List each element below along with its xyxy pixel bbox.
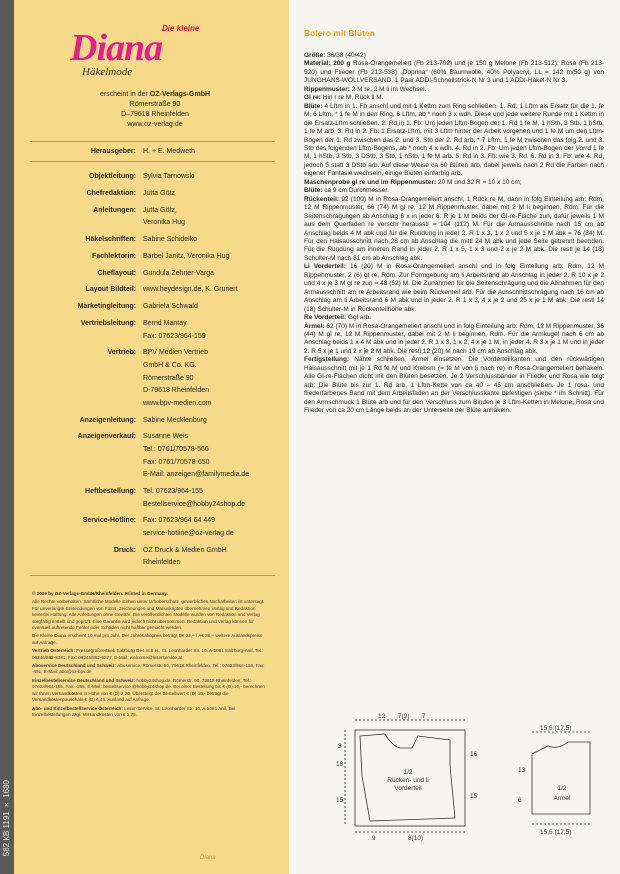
pattern-paragraph xyxy=(304,103,604,179)
diana-logo xyxy=(70,22,220,80)
publisher-city: D–79618 Rheinfelden xyxy=(121,111,189,118)
staff-label: Objektleitung: xyxy=(88,173,136,180)
sleeve-dim: 13 xyxy=(518,767,526,774)
pattern-paragraph-text: Hin r re M, Rück ll M. xyxy=(320,94,384,102)
front-dim: 18 xyxy=(336,761,344,768)
staff-label: Druck: xyxy=(113,546,136,554)
front-dim: 7(9) xyxy=(398,713,410,720)
staff-label: Häkelschriften: xyxy=(85,236,136,243)
pattern-paragraph-text: 4 Lftm in 1. Fb anschl und mit 1 Kettm zum Ring schließen. 1. Rd: 1 Lftm als Ersatz für die 1. fe M, 6 Lftm, * 1 fe M in den Ring, 6 Lftm, ab * noch 3 x wdh. Diese und jede weitere Runde mit 1 Kettm in die Ersatz-Lftm schließen. 2. Rd in 1. Fb: Um jeden Lftm-Bogen der 1. Rd 1 fe M, 1 hStb, 3 Stb, 1 hStb, 1 fe M arb. 3. Rd in 2. Fb: 1 Ersatz-Lftm, mit 3 Lftm hinter der Arbeit vorgehen und 1 fe M um den Lftm-Bogen der 1. Rd zwischen das 2. und 3. Stb der 2. Rd arb, * 7 Lftm, 1 fe M zwischen das folg 2. und 3. Stb des folgenden Lftm-Bogens, ab * noch 4 x wdh. 4. Rd in 2. Fb: Um jeden Lftm-Bogen der Vorrd 1 fe M, 1 hStb, 3 Stb, 3 DStb, 3 Stb, 1 hStb, 1 fe M arb. 5. Rd in 3. Fb: wie 3. Rd. 6. Rd in 3. Fb: wie 4. Rd, jedoch 5 statt 3 DStb arb. Auf diese Weise ca 60 Blüten arb, dabei jeweils nach 2 Rd die Farben nach eigener Fantasie wechseln, einige Blüten einfarbig arb. xyxy=(304,102,604,178)
pattern-paragraph xyxy=(304,94,604,102)
publisher-web: www.oz-verlag.de xyxy=(127,121,183,128)
vertrieb-oe-text: Pressegroßvertrieb Salzburg Ges.m.b.H., St. Leonharder Str. 10, A-5081 Salzburg-Anif, Tel.: 06246/882-5381, Fax: 06246/882-5277, E-Mail: welcome@leserservice.at xyxy=(32,648,264,660)
staff-value: www.bpv-medien.com xyxy=(143,399,212,407)
pattern-paragraph-text: Rosa-Orangemeliert (Fb 213-702) und je 150 g Melone (Fb 213-512), Rosa (Fb 213-520) und Flieder (Fb 213-538) „Doprina" (60% Baumwolle, 40% Polyacryl, LL = 142 m/50 g) von JUNGHANS-WOLLVERSAND. 1 Paar ADDI-Schnellstrick-N Nr 3 und 1 ADDI-Häkel-N Nr 3. xyxy=(304,60,604,85)
side-strip-text: 582 КВ 1191 × 1680 xyxy=(2,779,11,856)
staff-value: Sabine Schidelko xyxy=(143,236,198,243)
staff-label: Layout Bildteil: xyxy=(85,286,136,294)
pattern-paragraph-text: 2 M re, 2 M li im Wechsel. xyxy=(349,85,427,93)
staff-value: Veronika Hug xyxy=(143,219,186,227)
front-dim: 15 xyxy=(470,793,478,800)
sleeve-dim: 6 xyxy=(518,797,522,804)
pattern-paragraph xyxy=(304,86,604,94)
pattern-paragraph-text: 16 (20) M in Rosa-Orangemeliert anschl und in folg Einteilung arb: Rdm, 12 M Rippenmuster, 2 (6) gl re, Rdm. Zur Formgebung am li Arbeitsrand ab Anschlag in jeder 2. R 10 x je 2 und 4 x je 3 M gl re zun = 48 (52) M. Die Zunahmen für die Seitenschrägung und die Abnahmen für den Armausschnitt am re Arbeitsrand wie beim Rückenteil arb. Für die Ausschnittschrägung nach 16 cm ab Anschlag am li Arbeitsrand 6 M abk und in jeder 2. R 1 x 3, 4 x je 2 und 25 x je 1 M abk. Die restl 14 (18) Schulter-M in Rückenteilhöhe abk. xyxy=(304,263,604,313)
staff-value: Gabriela Schwald xyxy=(143,303,198,311)
front-dim: 12 xyxy=(378,713,386,720)
pattern-paragraph-text: Ggl arb. xyxy=(346,314,372,322)
staff-value: Römerstraße 90 xyxy=(143,374,194,382)
staff-label: Marketingleitung: xyxy=(77,303,136,311)
staff-value: Fax: 07623/964-159 xyxy=(143,332,206,340)
vertrieb-oe-label: Vertrieb Österreich: xyxy=(32,648,75,654)
pattern-paragraph-label: Li Vorderteil: xyxy=(304,263,346,271)
pattern-paragraph xyxy=(304,323,604,357)
copyright-line: © 2009 by OZ-Verlags-GmbH/Rheinfelden. Printed in Germany. xyxy=(32,591,168,596)
pattern-paragraph-label: Material: 200 g xyxy=(304,60,351,68)
staff-label: Service-Hotline: xyxy=(82,517,136,525)
pattern-paragraph xyxy=(304,196,604,264)
staff-value: Jutta Götz, xyxy=(143,206,177,214)
sleeve-dim: 15,5 (17,5) xyxy=(540,725,572,732)
pattern-paragraph-text: ca 9 cm Durchmesser. xyxy=(322,187,389,195)
pattern-paragraph xyxy=(304,263,604,314)
abo-de-label: Aboservice Deutschland und Schweiz: xyxy=(32,663,117,669)
front-label-3: Vorderteil xyxy=(394,785,422,792)
staff-value: Bärbel Janitz, Veronika Hug xyxy=(143,252,230,260)
pattern-paragraph xyxy=(304,356,604,415)
staff-value: www.heydesign.de, K. Grunert xyxy=(143,286,238,294)
staff-label: Vertrieb: xyxy=(107,349,136,357)
staff-value: Bernd Mantay xyxy=(143,320,187,327)
logo-subtitle: Häkelmode xyxy=(82,66,133,78)
staff-value: D-79618 Rheinfelden xyxy=(143,387,210,395)
pattern-paragraph xyxy=(304,314,604,322)
publisher-block xyxy=(80,90,230,130)
einzel-text: hobby24shop.de, Römerstr. 90, 79618 Rheinfelden, Tel.: 07623/964-155, Fax: -255, E-Mail: bestellservice @hobby24shop.de. Bei einer Bestellung bis € (D) 10,- berechnen wir Ihnen Versandkosten in Höhe von € (D) 2,20. Übersteigt der Bestellwert € (D) 10,- beträgt die Versandkostenpauschale € (D) 4,45. Ausland auf Anfrage. xyxy=(32,677,265,703)
pattern-paragraph-text: 36/38 (40/42) xyxy=(325,52,366,59)
front-dim: 3 xyxy=(338,743,342,750)
staff-value: Fax: 07623/964 64 449 xyxy=(143,517,216,525)
pattern-paragraph-label: Maschenprobe gl re und im Rippenmuster: xyxy=(304,178,437,186)
pattern-paragraph xyxy=(304,60,604,85)
front-dim: 16 xyxy=(470,751,478,758)
divider xyxy=(30,575,275,576)
herausgeber-value: H. + E. Medweth xyxy=(143,148,195,155)
staff-label: Anleitungen: xyxy=(93,206,136,214)
publisher-street: Römerstraße 90 xyxy=(129,101,181,108)
staff-value: Tel. 07623/964-155 xyxy=(143,488,203,495)
pattern-schematic xyxy=(300,706,620,856)
pattern-paragraph-label: Größe: xyxy=(304,52,326,59)
staff-value: GmbH & Co. KG. xyxy=(143,361,197,369)
staff-value: E-Mail: anzeigen@familymedia.de xyxy=(143,471,250,479)
logo-brand: Diana xyxy=(70,27,163,69)
staff-value: Rheinfelden xyxy=(143,559,181,567)
staff-label: Anzeigenverkauf: xyxy=(77,433,136,441)
publisher-name: OZ-Verlags-GmbH xyxy=(149,91,211,98)
pattern-instructions xyxy=(304,52,604,415)
staff-label: Vertriebsleitung: xyxy=(80,320,136,327)
staff-value: service-hotline@oz-verlag.de xyxy=(143,529,234,537)
sleeve-dim: 15,5 (17,5) xyxy=(540,829,572,836)
pattern-paragraph-label: Ärmel: xyxy=(304,322,325,330)
staff-label: Heftbestellung: xyxy=(85,488,136,495)
front-label-2: Rücken- und li xyxy=(387,777,429,784)
pattern-paragraph-label: Fertigstellung: xyxy=(304,356,350,364)
price-text: Die Kleine Diana erscheint 10 mal pro Jahr. Der Jahresabopreis beträgt D€ 22,– / A€ 36,– weitere Auslandspreise auf Anfrage. xyxy=(32,633,263,645)
staff-value: Sabine Mecklenburg xyxy=(143,416,207,424)
publisher-line: erscheint in der OZ-Verlags-GmbH xyxy=(99,91,211,98)
rights-text: Alle Rechte vorbehalten. Sämtliche Modelle stehen unter Urheberschutz, gewerbliches Nacharbeiten ist untersagt. Für unverlangte Einsendungen von Fotos, Zeichnungen und Manuskripten übernehmen Verlag und Redaktion keinerlei Haftung. Alle Anleitungen ohne Gewähr. Die veröffentlichten Modelle wurden von Redaktion und Verlag sorgfältig erstellt und geprüft. Eine Garantie wird jedoch nicht übernommen. Redaktion und Verlag können für eventuell auftretende Fehler oder Schäden nicht haftbar gemacht werden. xyxy=(32,599,265,631)
staff-label: Anzeigenleitung: xyxy=(79,416,136,424)
pattern-paragraph-text: 92 (100) M in Rosa-Orangemeliert anschl, 1 Rück re M, dann in folg Einteilung arb: Rdm, 12 M Rippenmuster, 66 (74) M gl re, 12 M Rippenmuster, dabei mit 2 M li beginnen, Rdm. Für die Seitenschrägungen ab Anschlag 6 x in jeder 6. R je 1 M beids der Gl-re-Fläche zun, dafür jeweils 1 M aus dem Querfaden re verschr herausstr = 104 (112) M. Für die Armausschnitte nach 15 cm ab Anschlag beids 4 M abk und für die Rundung in jeder 2. R 1 x 3, 1 x 2 und 5 x je 1 M abk = 76 (84) M. Für den Halsausschnitt nach 28 cm ab Anschlag die mittl 24 M abk und jede Seite getrennt beenden. Für die Rundung am inneren Rand in jeder 2. R 1 x 5, 1 x 3 und 2 x je 2 M abk. Die restl je 14 (18) Schulter-M nach 31 cm ab Anschlag abk. xyxy=(304,195,604,262)
divider xyxy=(30,161,275,162)
herausgeber-label: Herausgeber: xyxy=(90,148,136,155)
footer-mark: Diana xyxy=(200,855,216,861)
pattern-paragraph-text: Nähte schließen, Ärmel einsetzen. Die Vorderteilkanten und den rückwärtigen Halsausschnitt mit je 1 Rd fe M und Krebsm (= fe M von li nach re) in Rosa-Orangemeliert behäkeln. Alle Gl-re-Flächen dicht mit den Blüten besetzen. Je 2 Verschlussbänder in Flieder und Rosa wie folgt arb: Die Blüte bis zur 1. Rd arb, 1 Lftm-Kette von ca 40 – 45 cm anschließen. Je 1 rosa- und fliederfarbenes Band mit dem Arbeitsfaden an der Verschlusskante befestigen (siehe * im Schnitt). Für den Armschmuck 1 Blüte arb und für den Verschluss zum Binden je 3 Lftm-Ketten in Melone, Rosa und Flieder von ca 20 cm Länge beids an der Unterseite der Blüte anhäkeln. xyxy=(304,356,604,415)
pattern-paragraph-label: Rückenteil: xyxy=(304,195,340,203)
logo-small-text: Die kleine xyxy=(162,24,200,33)
pattern-paragraph-label: Gl re: xyxy=(304,94,321,102)
front-dim: 15 xyxy=(336,797,344,804)
pattern-paragraph xyxy=(304,52,604,60)
pattern-paragraph xyxy=(304,179,604,187)
fine-print xyxy=(32,591,270,720)
einzel-label: Einzelbestellservice Deutschland und Schweiz: xyxy=(32,677,136,683)
staff-label: Fachlektorin: xyxy=(92,252,136,260)
pattern-paragraph-text: 20 M und 32 R = 10 x 10 cm; xyxy=(436,178,522,186)
pattern-paragraph-label: Blüte: xyxy=(304,187,323,195)
pattern-paragraph xyxy=(304,187,604,195)
pattern-paragraph-label: Re Vorderteil: xyxy=(304,314,347,322)
divider xyxy=(30,141,275,142)
pattern-paragraph-label: Rippenmuster: xyxy=(304,85,350,93)
side-strip xyxy=(0,0,14,874)
pattern-paragraph-text: 62 (70) M in Rosa-Orangemeliert anschl und in folg Einteilung arb: Rdm, 12 M Rippenmuster, 36 (44) M gl re, 12 M Rippenmuster, dabei mit 2 M li beginnen, Rdm. Für die Armkugel nach 6 cm ab Anschlag beids 1 x 4 M abk und in jeder 2. R 1 x 3, 1 x 2, 4 x je 1 M, in jeder 4. R 3 x je 1 M und in jeder 2. R 5 x je 1 und 2 x je 2 M abk. Die restl 12 (20) M nach 19 cm ab Anschlag abk. xyxy=(304,322,604,355)
front-dim: 9 xyxy=(372,835,376,842)
staff-value: Fax: 0761/70578-650 xyxy=(143,458,210,466)
abo-de-text: Aboservice, Römerstr. 90, 79618 Rheinfelden, Tel.: 07623/964-156, Fax: -451, E-Mail: abo@oz-bpv.de xyxy=(32,663,265,675)
staff-label: Cheflayout: xyxy=(97,269,136,277)
staff-value: Sylvia Tarnowski xyxy=(143,173,195,180)
pattern-paragraph-label: Blüte: xyxy=(304,102,323,110)
staff-label: Chefredaktion: xyxy=(86,189,136,197)
abo-oe-label: Abo- und Einzelbestellservice Österreich: xyxy=(32,705,123,711)
staff-value: Jutta Götz xyxy=(143,189,175,197)
schematic-sleeve-shape xyxy=(532,742,590,814)
staff-value: Bestellservice@hobby24shop.de xyxy=(143,500,246,508)
staff-value: BPV Medien Vertrieb xyxy=(143,349,208,357)
staff-value: Gundula Zehner-Varga xyxy=(143,269,215,277)
sleeve-label-2: Ärmel xyxy=(553,795,571,802)
front-dim: 8(10) xyxy=(408,835,424,842)
front-label-1: 1/2 xyxy=(403,769,413,776)
staff-value: Susanne Weis xyxy=(143,433,189,441)
pattern-title: Bolero mit Blüten xyxy=(304,28,375,38)
staff-value: OZ Druck & Medien GmbH xyxy=(143,546,227,554)
abo-oe-text: Leser-Service, St. Leonharder Str. 10, A-5081 Anif. Bei Einzelbestellungen zzgl. Versandkosten von € 1,75. xyxy=(32,705,236,717)
sleeve-label-1: 1/2 xyxy=(557,785,567,792)
front-dim: 7 xyxy=(422,713,426,720)
staff-value: Tel.: 0761/70578-566 xyxy=(143,445,209,453)
